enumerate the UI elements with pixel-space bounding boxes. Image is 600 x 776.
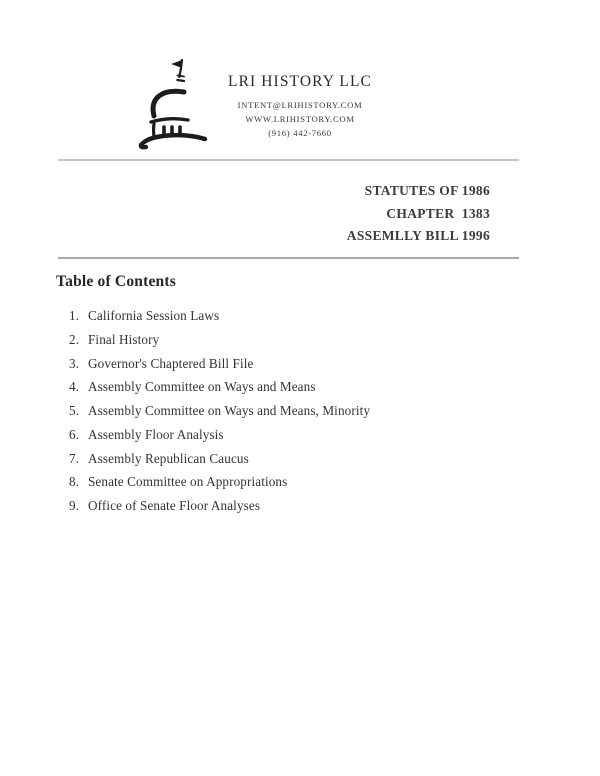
toc-item xyxy=(0,427,600,451)
toc-item-number: 1. xyxy=(69,308,80,323)
toc-item-label: Assembly Committee on Ways and Means, Minority xyxy=(88,403,371,418)
toc-item-number: 3. xyxy=(69,355,80,371)
company-phone: (916) 442-7660 xyxy=(268,128,332,138)
toc-item xyxy=(0,332,600,356)
toc-item xyxy=(0,498,600,522)
letterhead xyxy=(150,74,450,140)
toc-item-label: Senate Committee on Appropriations xyxy=(88,474,288,490)
toc-item-number: 7. xyxy=(69,450,80,466)
statutes-line: STATUTES OF 1986 xyxy=(364,183,490,198)
toc-item-number: 2. xyxy=(69,331,80,347)
toc-item xyxy=(0,379,600,403)
chapter-line: CHAPTER 1383 xyxy=(386,205,490,221)
toc-item-number: 4. xyxy=(69,379,80,395)
toc-item-label: Governor's Chaptered Bill File xyxy=(88,355,254,371)
toc-item-label: Assembly Committee on Ways and Means xyxy=(88,379,316,395)
toc-item-label: California Session Laws xyxy=(88,308,220,323)
toc-item-number: 9. xyxy=(69,498,80,513)
horizontal-rule-top xyxy=(58,159,519,161)
toc-item-label: Assembly Republican Caucus xyxy=(88,450,249,466)
toc-item-number: 5. xyxy=(69,403,80,418)
toc-item xyxy=(0,356,600,380)
toc-item-number: 8. xyxy=(69,474,80,490)
toc-item xyxy=(0,474,600,498)
company-website: WWW.LRIHISTORY.COM xyxy=(245,114,355,124)
horizontal-rule-bottom xyxy=(58,257,519,259)
company-email: INTENT@LRIHISTORY.COM xyxy=(237,100,363,110)
toc-item xyxy=(0,451,600,475)
assembly-bill-line: ASSEMLLY BILL 1996 xyxy=(346,228,490,243)
case-reference-block xyxy=(347,180,490,248)
toc-item xyxy=(0,308,600,332)
toc-item-number: 6. xyxy=(69,426,80,442)
toc-item-label: Office of Senate Floor Analyses xyxy=(88,498,261,513)
company-name: LRI HISTORY LLC xyxy=(228,73,372,90)
toc-item-label: Final History xyxy=(88,331,160,347)
toc-item-label: Assembly Floor Analysis xyxy=(88,426,224,442)
toc-item xyxy=(0,403,600,427)
toc-list xyxy=(0,308,600,522)
toc-title: Table of Contents xyxy=(56,273,176,290)
